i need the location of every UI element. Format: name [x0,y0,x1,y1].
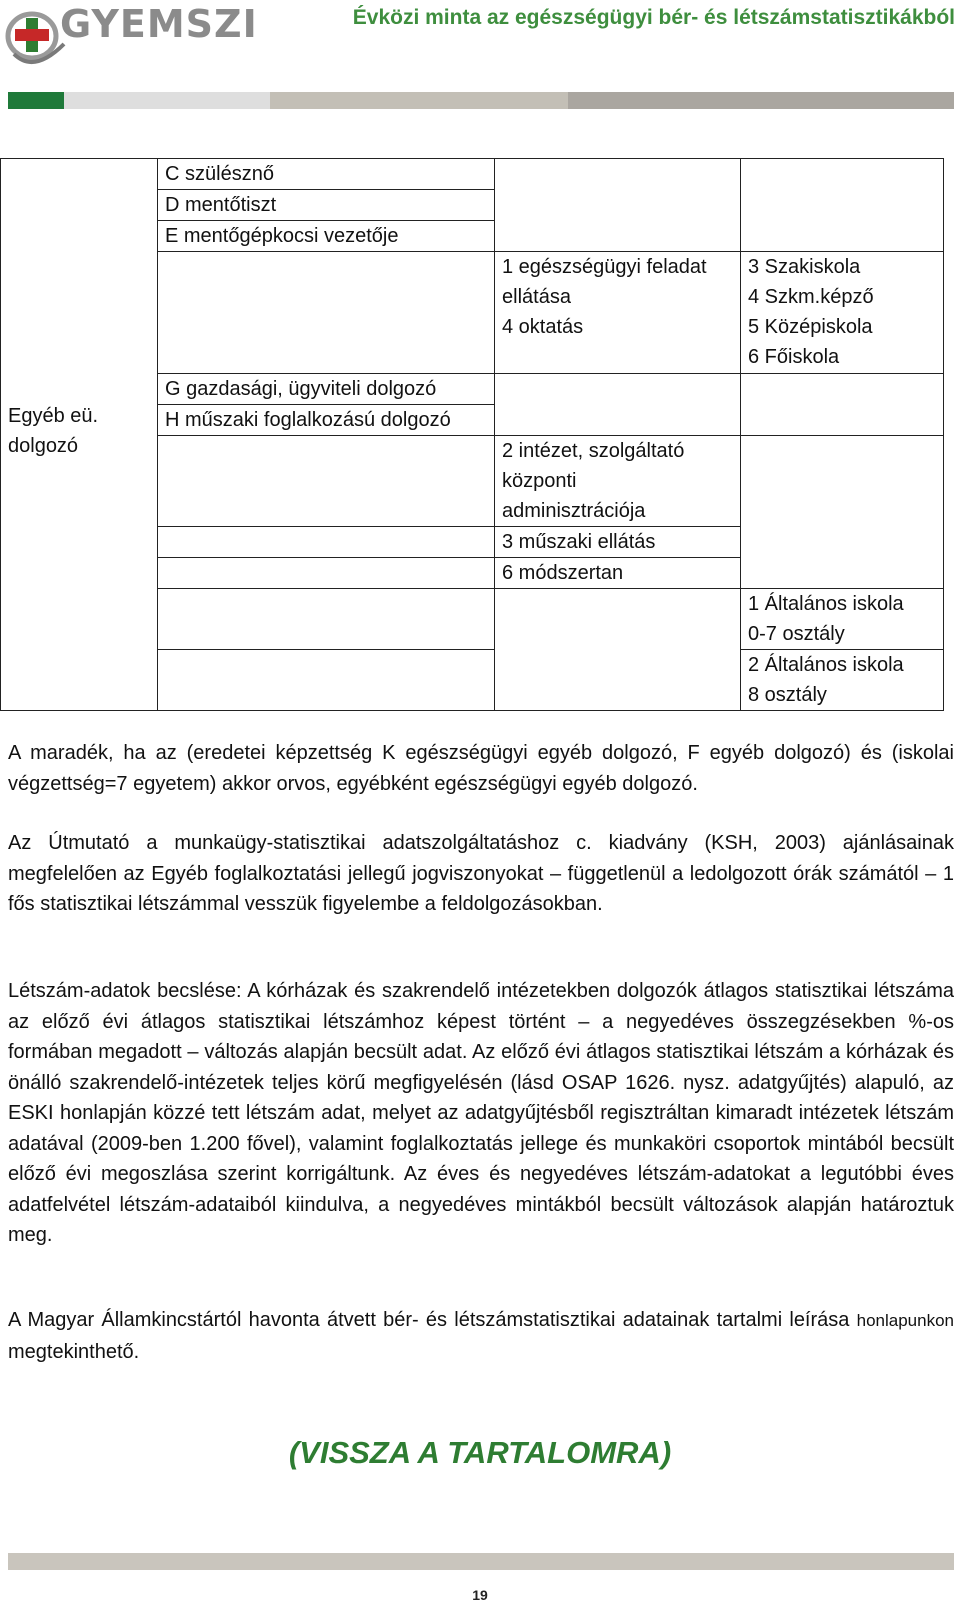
table-cell [741,159,944,252]
table-cell [158,252,495,374]
back-to-contents-link[interactable] [0,1435,960,1471]
cell-text: 4 oktatás [502,316,584,338]
header-title: Évközi minta az egészségügyi bér- és létszámstatisztikákból [352,6,955,29]
table-cell [158,159,495,190]
footer-bar [8,1553,954,1570]
cell-text: 3 műszaki ellátás [502,531,656,553]
paragraph-guidance: Az Útmutató a munkaügy-statisztikai adatszolgáltatáshoz c. kiadvány (KSH, 2003) ajánlásainak megfelelően az Egyéb foglalkoztatási jellegű jogviszonyokat – függetlenül a ledolgozott órák számától – 1 fős statisztikai létszámmal vesszük figyelembe a feldolgozásokban. [8,832,954,915]
cell-text: D mentőtiszt [165,194,277,216]
cell-text: H műszaki foglalkozású dolgozó [165,409,451,431]
cell-text: 3 Szakiskola [748,256,861,278]
homepage-link[interactable]: honlapunkon [856,1311,954,1330]
table-cell [158,190,495,221]
header-bar-dark [568,92,954,109]
cell-text: 1 egészségügyi feladat [502,256,707,278]
page-header [0,0,960,110]
table-cell [158,436,495,527]
table-cell [495,558,741,589]
table-cell [158,405,495,436]
group-label-line1: Egyéb eü. [8,404,99,427]
cell-text: 0-7 osztály [748,623,845,645]
classification-table [0,158,944,711]
table-cell [158,221,495,252]
cell-text: 5 Középiskola [748,316,873,338]
cell-text: 8 osztály [748,684,827,706]
paragraph-text: megtekinthető. [8,1340,140,1363]
page-number: 19 [472,1587,488,1603]
paragraph-headcount-estimation: Létszám-adatok becslése: A kórházak és szakrendelő intézetekben dolgozók átlagos statisztikai létszáma az előző évi átlagos statisztikai létszámhoz képest történt – a negyedéves összegzésekben %-os formában megadott – változás alapján becsült adat. Az előző évi átlagos statisztikai létszám a kórházak és önálló szakrendelő-intézetek teljes körű megfigyelésén (lásd OSAP 1626. nysz. adatgyűjtés) alapuló, az ESKI honlapján közzé tett létszám adat, melyet az adatgyűjtésből regisztráltan kimaradt intézetek létszám adatával (2009-ben 1.200 fővel), valamint foglalkoztatás jellege és munkaköri csoportok mintából becsült előző évi megoszlása szerint korrigáltunk. Az éves és negyedéves létszám-adatokat a legutóbbi éves adatfelvétel létszám-adataiból kiindulva, a negyedéves mintákból becsült változások alapján határoztuk meg. [8,980,954,1246]
header-bar-green [8,92,64,109]
table-cell [495,527,741,558]
table-row [1,159,944,190]
header-bar-light [64,92,270,109]
cell-text: 6 módszertan [502,562,624,584]
table-cell [158,527,495,558]
paragraph-treasury-data [8,1305,954,1367]
table-cell [741,252,944,374]
table-cell [495,159,741,252]
back-link-label: (VISSZA A TARTALOMRA) [288,1435,672,1470]
cell-text: adminisztrációja [502,500,646,522]
cell-text: 2 intézet, szolgáltató [502,440,685,462]
cell-text: 4 Szkm.képző [748,286,874,308]
table-cell [495,436,741,527]
header-bar-mid [270,92,568,109]
table-cell [158,589,495,650]
table-cell [495,252,741,374]
table-cell [495,374,741,436]
table-cell [741,436,944,589]
group-cell [1,159,158,711]
table-cell [158,558,495,589]
table-cell [741,374,944,436]
cell-text: 2 Általános iskola [748,654,904,676]
cell-text: G gazdasági, ügyviteli dolgozó [165,378,437,400]
cell-text: központi [502,470,577,492]
table-cell [741,589,944,650]
cell-text: 6 Főiskola [748,346,840,368]
table-cell [495,589,741,711]
paragraph-text: A Magyar Államkincstártól havonta átvett bér- és létszámstatisztikai adatainak tartalmi leírása [8,1309,850,1331]
cell-text: 1 Általános iskola [748,593,904,615]
group-label-line2: dolgozó [8,434,79,457]
cell-text: C szülésznő [165,163,274,185]
table-cell [741,650,944,711]
cell-text: ellátása [502,286,571,308]
table-cell [158,374,495,405]
cell-text: E mentőgépkocsi vezetője [165,225,399,247]
table-cell [158,650,495,711]
paragraph-remainder-rule: A maradék, ha az (eredetei képzettség K egészségügyi egyéb dolgozó, F egyéb dolgozó) és (iskolai végzettség=7 egyetem) akkor orvos, egyébként egészségügyi egyéb dolgozó. [8,742,954,795]
logo-text: GYEMSZI [60,2,258,46]
